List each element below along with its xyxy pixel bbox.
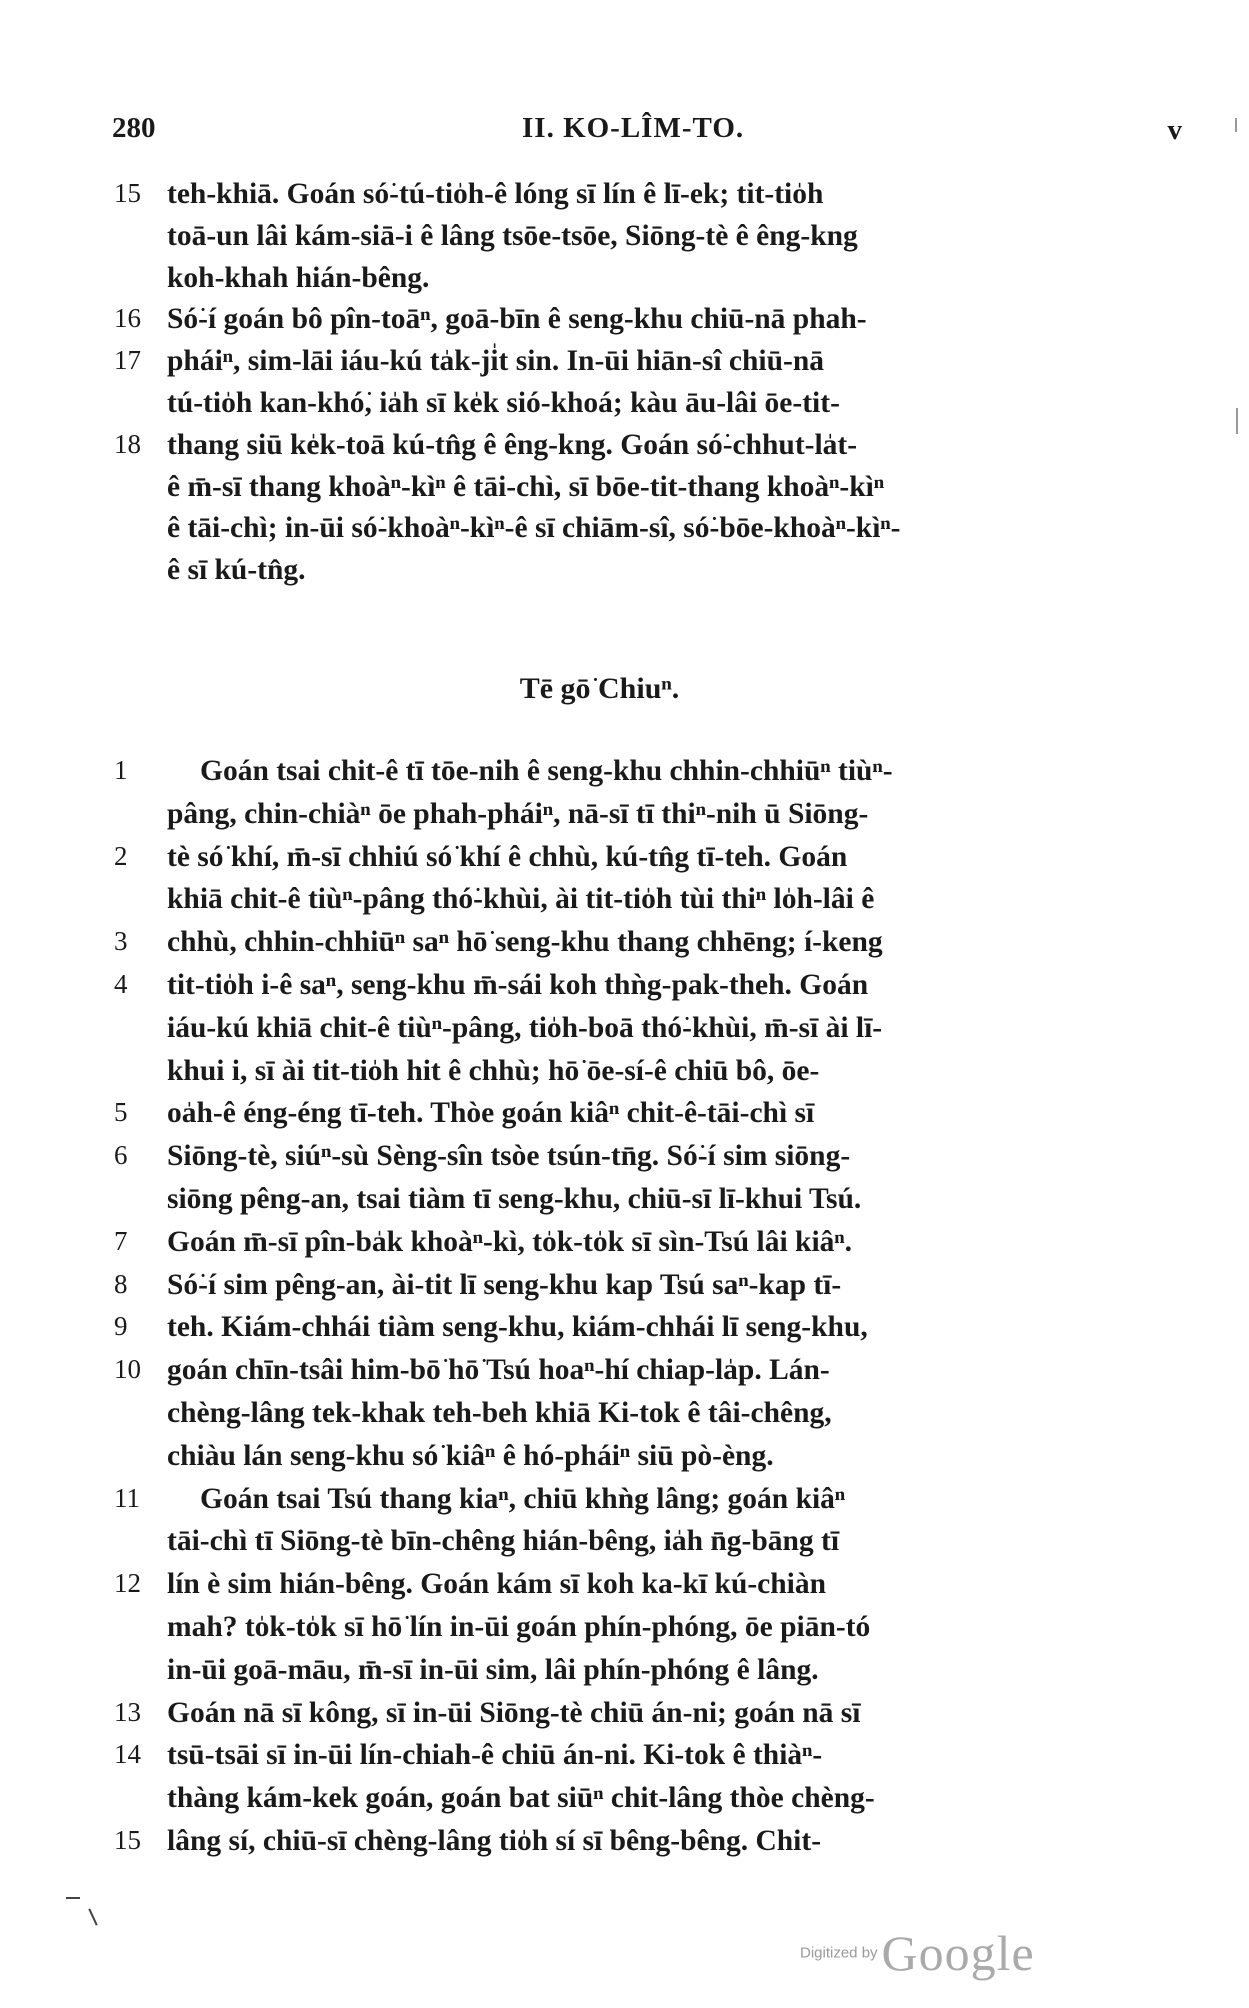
verse-number: 3 <box>114 926 128 957</box>
line-text: khui i, sī ài tit-tio̍h hit ê chhù; hō͘ ōe-sí-ê chiū bô, ōe- <box>167 1054 820 1087</box>
text-line <box>0 1697 1249 1739</box>
google-logo: Google <box>881 1925 1035 1981</box>
verse-number: 1 <box>114 755 128 785</box>
verse-number: 9 <box>114 1311 128 1342</box>
text-line <box>0 1311 1249 1353</box>
margin-mark <box>1235 118 1237 132</box>
text-line <box>0 969 1249 1011</box>
line-text: koh-khah hián-bêng. <box>167 261 430 294</box>
verse-number: 4 <box>114 969 128 999</box>
verse-number: 6 <box>114 1140 128 1171</box>
verse-number: 7 <box>114 1225 128 1256</box>
text-line <box>0 1611 1249 1653</box>
line-text: tit-tio̍h i-ê saⁿ, seng-khu m̄-sái koh thǹg-pak-theh. Goán <box>167 969 869 1001</box>
text-line <box>0 798 1249 840</box>
margin-mark <box>88 1908 97 1925</box>
signature-mark: v <box>1167 114 1182 146</box>
text-line <box>0 1183 1249 1225</box>
line-text: Goán m̄-sī pîn-ba̍k khoàⁿ-kì, to̍k-to̍k sī sìn-Tsú lâi kiâⁿ. <box>167 1225 853 1258</box>
chapter-heading-text: Tē gō͘ Chiuⁿ. <box>519 672 680 705</box>
line-text: pâng, chin-chiàⁿ ōe phah-pháiⁿ, nā-sī tī thiⁿ-nih ū Siōng- <box>167 797 869 830</box>
margin-mark <box>66 1897 80 1899</box>
margin-mark <box>1236 408 1238 434</box>
text-line <box>0 1012 1249 1054</box>
verse-number: 11 <box>114 1482 140 1513</box>
line-text: Só͘-í goán bô pîn-toāⁿ, goā-bīn ê seng-khu chiū-nā phah- <box>167 303 867 336</box>
line-text: tú-tio̍h kan-khó͘, ia̍h sī ke̍k sió-khoá; kàu āu-lâi ōe-tit- <box>167 387 840 419</box>
verse-number: 18 <box>114 428 141 459</box>
line-text: goán chīn-tsâi him-bō͘ hō͘ Tsú hoaⁿ-hí chiap-la̍p. Lán- <box>167 1354 830 1387</box>
text-line <box>0 1440 1249 1482</box>
text-line <box>0 512 1249 554</box>
verse-number: 15 <box>114 178 141 208</box>
line-text: tāi-chì tī Siōng-tè bīn-chêng hián-bêng, ia̍h n̄g-bāng tī <box>167 1525 840 1558</box>
verse-number: 12 <box>114 1568 141 1599</box>
line-text: Só͘-í sim pêng-an, ài-tit lī seng-khu kap Tsú saⁿ-kap tī- <box>167 1268 842 1301</box>
verse-number: 13 <box>114 1696 141 1727</box>
text-line <box>0 387 1249 429</box>
line-text: chhù, chhin-chhiūⁿ saⁿ hō͘ seng-khu thang chhēng; í-keng <box>167 926 883 959</box>
line-text: khiā chit-ê tiùⁿ-pâng thó͘-khùi, ài tit-tio̍h tùi thiⁿ lo̍h-lâi ê <box>167 883 875 916</box>
text-line <box>0 471 1249 513</box>
line-text: ê m̄-sī thang khoàⁿ-kìⁿ ê tāi-chì, sī bōe-tit-thang khoàⁿ-kìⁿ <box>167 470 885 503</box>
text-line <box>0 1825 1249 1867</box>
line-text: ê tāi-chì; in-ūi só͘-khoàⁿ-kìⁿ-ê sī chiām-sî, só͘-bōe-khoàⁿ-kìⁿ- <box>167 512 901 545</box>
verse-number: 16 <box>114 303 141 334</box>
line-text: Goán tsai Tsú thang kiaⁿ, chiū khǹg lâng; goán kiâⁿ <box>200 1482 846 1515</box>
chapter-heading <box>0 672 1249 706</box>
verse-number: 5 <box>114 1097 128 1128</box>
text-line <box>0 178 1249 220</box>
text-line <box>0 262 1249 304</box>
line-text: Goán tsai chit-ê tī tōe-nih ê seng-khu chhin-chhiūⁿ tiùⁿ- <box>200 755 893 787</box>
text-line <box>0 1055 1249 1097</box>
text-line <box>0 345 1249 387</box>
line-text: tsū-tsāi sī in-ūi lín-chiah-ê chiū án-ni. Ki-tok ê thiàⁿ- <box>167 1739 823 1772</box>
line-text: lâng sí, chiū-sī chèng-lâng tio̍h sí sī bêng-bêng. Chit- <box>167 1825 822 1857</box>
text-line <box>0 1568 1249 1610</box>
digitized-watermark <box>800 1924 1035 1982</box>
line-text: tè só͘ khí, m̄-sī chhiú só͘ khí ê chhù, kú-tn̂g tī-teh. Goán <box>167 840 848 873</box>
text-line <box>0 1269 1249 1311</box>
line-text: chèng-lâng tek-khak teh-beh khiā Ki-tok ê tâi-chêng, <box>167 1397 832 1429</box>
text-line <box>0 220 1249 262</box>
text-line <box>0 1654 1249 1696</box>
text-line <box>0 1782 1249 1824</box>
line-text: in-ūi goā-māu, m̄-sī in-ūi sim, lâi phín-phóng ê lâng. <box>167 1653 819 1686</box>
page-number: 280 <box>112 112 156 144</box>
text-line <box>0 755 1249 797</box>
line-text: chiàu lán seng-khu só͘ kiâⁿ ê hó-pháiⁿ siū pò-èng. <box>167 1439 774 1472</box>
line-text: thang siū ke̍k-toā kú-tn̂g ê êng-kng. Goán só͘-chhut-la̍t- <box>167 428 858 461</box>
line-text: ê sī kú-tn̂g. <box>167 554 306 587</box>
text-line <box>0 1226 1249 1268</box>
line-text: teh-khiā. Goán só͘-tú-tio̍h-ê lóng sī lín ê lī-ek; tit-tio̍h <box>167 178 824 210</box>
text-line <box>0 1525 1249 1567</box>
running-header <box>112 112 1182 152</box>
verse-number: 2 <box>114 840 128 871</box>
text-line <box>0 554 1249 596</box>
text-line <box>0 841 1249 883</box>
line-text: teh. Kiám-chhái tiàm seng-khu, kiám-chhái lī seng-khu, <box>167 1311 868 1344</box>
text-line <box>0 1140 1249 1182</box>
text-line <box>0 1483 1249 1525</box>
line-text: toā-un lâi kám-siā-i ê lâng tsōe-tsōe, Siōng-tè ê êng-kng <box>167 219 858 252</box>
text-line <box>0 429 1249 471</box>
line-text: lín è sim hián-bêng. Goán kám sī koh ka-kī kú-chiàn <box>167 1568 827 1601</box>
verse-number: 8 <box>114 1268 128 1299</box>
line-text: siōng pêng-an, tsai tiàm tī seng-khu, chiū-sī lī-khui Tsú. <box>167 1183 862 1215</box>
text-line <box>0 303 1249 345</box>
line-text: mah? to̍k-to̍k sī hō͘ lín in-ūi goán phín-phóng, ōe piān-tó <box>167 1611 871 1643</box>
verse-number: 10 <box>114 1354 141 1385</box>
text-line <box>0 1354 1249 1396</box>
verse-number: 17 <box>114 345 141 376</box>
text-line <box>0 1097 1249 1139</box>
text-line <box>0 926 1249 968</box>
text-line <box>0 1397 1249 1439</box>
line-text: iáu-kú khiā chit-ê tiùⁿ-pâng, tio̍h-boā thó͘-khùi, m̄-sī ài lī- <box>167 1011 883 1044</box>
running-title: II. KO-LÎM-TO. <box>522 112 745 144</box>
verse-number: 14 <box>114 1739 141 1770</box>
line-text: Siōng-tè, siúⁿ-sù Sèng-sîn tsòe tsún-tn̄g. Só͘-í sim siōng- <box>167 1140 851 1173</box>
text-line <box>0 1739 1249 1781</box>
line-text: pháiⁿ, sim-lāi iáu-kú ta̍k-ji̍t sin. In-ūi hiān-sî chiū-nā <box>167 345 824 378</box>
text-line <box>0 883 1249 925</box>
watermark-prefix: Digitized by <box>800 1944 878 1962</box>
line-text: thàng kám-kek goán, goán bat siūⁿ chit-lâng thòe chèng- <box>167 1782 875 1815</box>
line-text: Goán nā sī kông, sī in-ūi Siōng-tè chiū án-ni; goán nā sī <box>167 1696 861 1729</box>
verse-number: 15 <box>114 1825 141 1855</box>
line-text: oa̍h-ê éng-éng tī-teh. Thòe goán kiâⁿ chit-ê-tāi-chì sī <box>167 1097 815 1130</box>
